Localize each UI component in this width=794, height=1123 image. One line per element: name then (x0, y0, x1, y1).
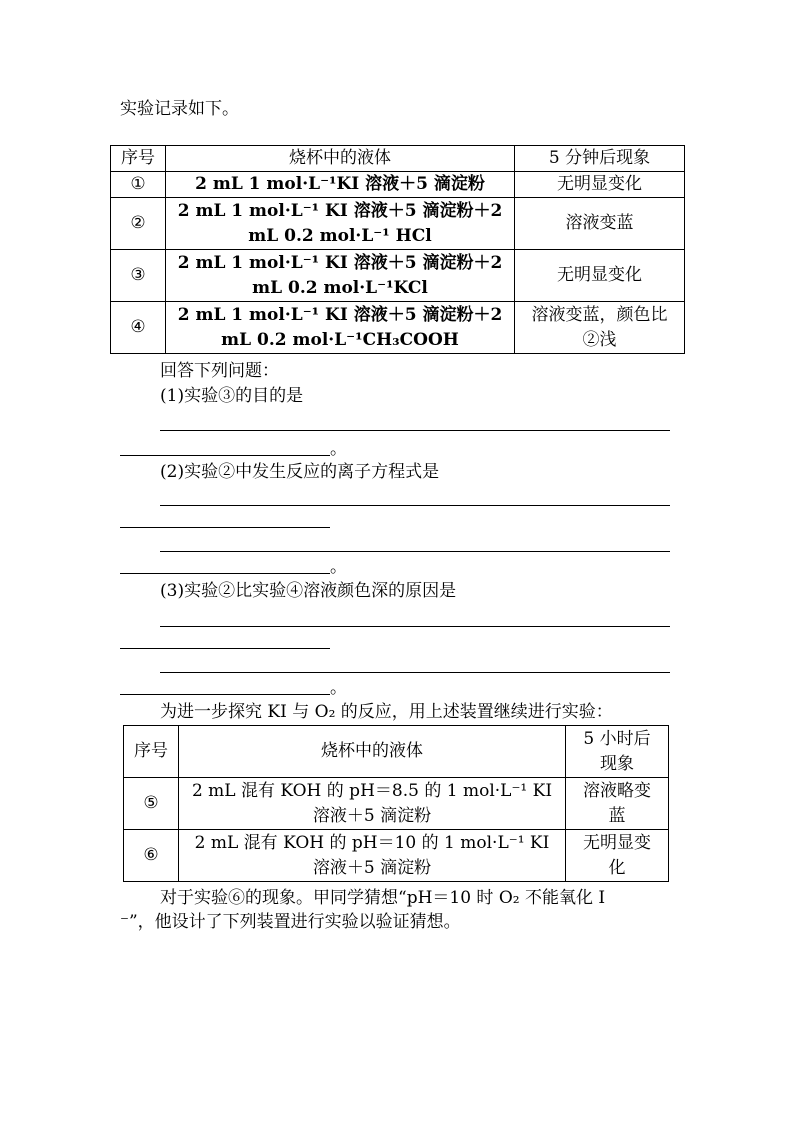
answer-blank[interactable] (120, 573, 330, 574)
answer-blank[interactable] (160, 551, 670, 552)
table-row (111, 172, 685, 198)
further-text: 为进一步探究 KI 与 O₂ 的反应，用上述装置继续进行实验： (160, 702, 613, 722)
row-liquid: 2 mL 1 mol·L⁻¹ KI 溶液＋5 滴淀粉＋2 mL 0.2 mol·L⁻¹KCl (166, 250, 515, 302)
col-header-liquid: 烧杯中的液体 (179, 726, 566, 778)
row-index: ⑤ (124, 778, 179, 830)
period: 。 (330, 557, 347, 577)
row-index: ① (111, 172, 166, 198)
table-row (124, 778, 669, 830)
answer-blank[interactable] (120, 527, 330, 528)
answer-blank[interactable] (120, 648, 330, 649)
question-1: (1)实验③的目的是 (160, 386, 304, 406)
answer-blank[interactable] (120, 455, 330, 456)
closing-text-1: 对于实验⑥的现象。甲同学猜想“pH＝10 时 O₂ 不能氧化 I (160, 888, 606, 908)
answer-blank[interactable] (160, 672, 670, 673)
experiment-table-1 (110, 145, 685, 354)
row-result: 溶液变蓝，颜色比 ②浅 (515, 302, 685, 354)
row-liquid: 2 mL 混有 KOH 的 pH＝8.5 的 1 mol·L⁻¹ KI 溶液＋5 滴淀粉 (179, 778, 566, 830)
question-3: (3)实验②比实验④溶液颜色深的原因是 (160, 581, 457, 601)
row-result: 溶液变蓝 (515, 198, 685, 250)
answer-blank[interactable] (120, 694, 330, 695)
row-index: ② (111, 198, 166, 250)
experiment-table-2 (123, 725, 669, 882)
col-header-liquid: 烧杯中的液体 (166, 146, 515, 172)
questions-lead: 回答下列问题： (160, 361, 279, 381)
row-liquid: 2 mL 1 mol·L⁻¹ KI 溶液＋5 滴淀粉＋2 mL 0.2 mol·L⁻¹ HCl (166, 198, 515, 250)
row-liquid: 2 mL 1 mol·L⁻¹ KI 溶液＋5 滴淀粉＋2 mL 0.2 mol·L⁻¹CH₃COOH (166, 302, 515, 354)
col-header-index: 序号 (111, 146, 166, 172)
col-header-result: 5 分钟后现象 (515, 146, 685, 172)
col-header-index: 序号 (124, 726, 179, 778)
intro-text: 实验记录如下。 (120, 99, 239, 119)
table-row (111, 302, 685, 354)
row-result: 无明显变 化 (566, 830, 669, 882)
table-row (111, 250, 685, 302)
row-liquid: 2 mL 1 mol·L⁻¹KI 溶液＋5 滴淀粉 (166, 172, 515, 198)
col-header-result: 5 小时后 现象 (566, 726, 669, 778)
row-liquid: 2 mL 混有 KOH 的 pH＝10 的 1 mol·L⁻¹ KI 溶液＋5 滴淀粉 (179, 830, 566, 882)
period: 。 (330, 678, 347, 698)
row-result: 无明显变化 (515, 172, 685, 198)
answer-blank[interactable] (160, 626, 670, 627)
row-result: 溶液略变 蓝 (566, 778, 669, 830)
row-result: 无明显变化 (515, 250, 685, 302)
answer-blank[interactable] (160, 430, 670, 431)
period: 。 (330, 439, 347, 459)
answer-blank[interactable] (160, 505, 670, 506)
row-index: ④ (111, 302, 166, 354)
row-index: ③ (111, 250, 166, 302)
question-2: (2)实验②中发生反应的离子方程式是 (160, 462, 440, 482)
table-row (111, 198, 685, 250)
closing-text-2: ⁻”，他设计了下列装置进行实验以验证猜想。 (120, 912, 461, 932)
row-index: ⑥ (124, 830, 179, 882)
table-row (124, 830, 669, 882)
